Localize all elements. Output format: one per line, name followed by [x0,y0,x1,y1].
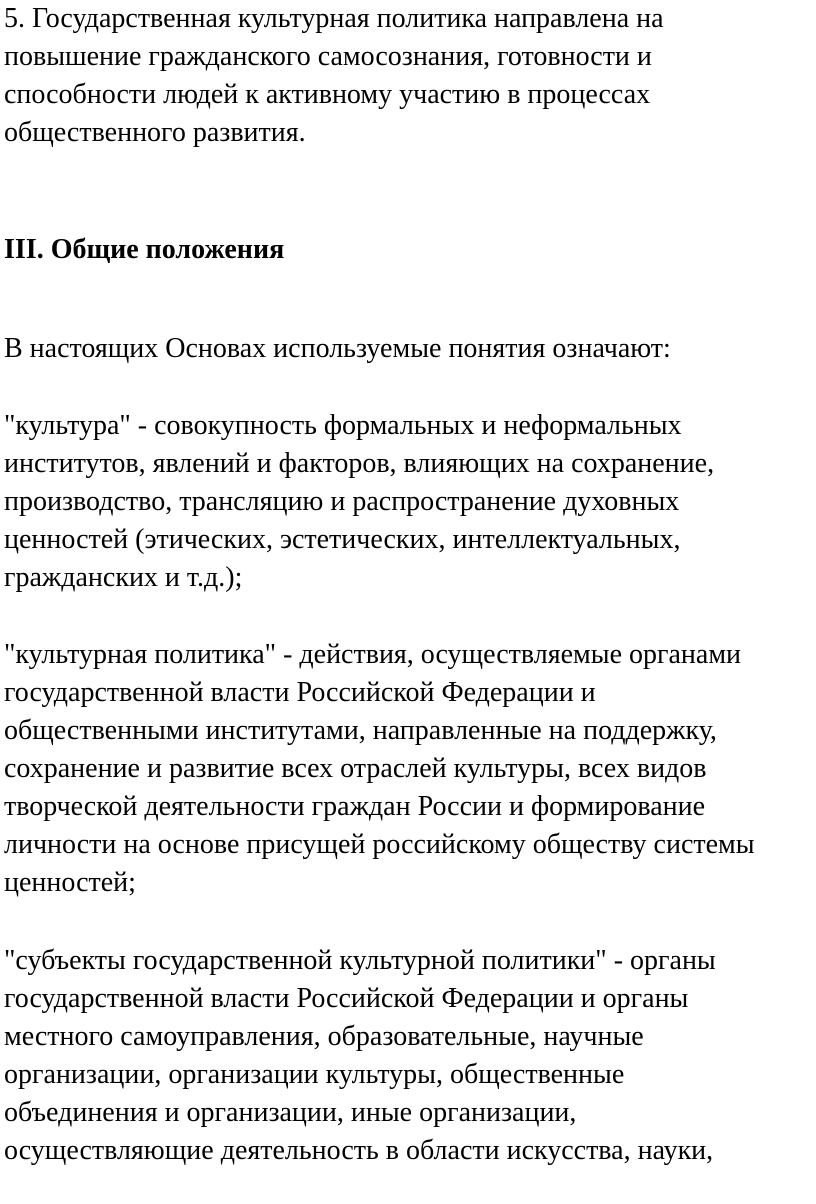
definitions-intro: В настоящих Основах используемые понятия означают: [4,333,671,364]
section-heading: III. Общие положения [4,234,285,265]
definition-culture-line-5: гражданских и т.д.); [4,562,243,593]
paragraph-5-line-3: способности людей к активному участию в процессах [4,79,651,110]
definition-culture-line-3: производство, трансляцию и распространение духовных [4,486,680,517]
definition-cultural-policy-line-2: государственной власти Российской Федерации и [4,677,596,708]
definition-cultural-policy-line-1: "культурная политика" - действия, осуществляемые органами [4,639,742,670]
definition-cultural-policy-line-6: личности на основе присущей российскому обществу системы [4,829,755,860]
paragraph-5-line-1: 5. Государственная культурная политика направлена на [4,3,664,34]
definition-subjects-line-3: местного самоуправления, образовательные, научные [4,1021,644,1052]
paragraph-5-line-2: повышение гражданского самосознания, готовности и [4,41,652,72]
definition-cultural-policy-line-7: ценностей; [4,867,136,898]
paragraph-5-line-4: общественного развития. [4,117,306,148]
definition-subjects-line-2: государственной власти Российской Федерации и органы [4,983,689,1014]
definition-subjects-line-1: "субъекты государственной культурной политики" - органы [4,945,716,976]
definition-subjects-line-5: объединения и организации, иные организации, [4,1097,577,1128]
definition-cultural-policy-line-5: творческой деятельности граждан России и формирование [4,791,706,822]
definition-culture-line-2: институтов, явлений и факторов, влияющих на сохранение, [4,448,715,479]
definition-culture-line-1: "культура" - совокупность формальных и неформальных [4,410,682,441]
definition-subjects-line-6: осуществляющие деятельность в области искусства, науки, [4,1135,714,1166]
definition-cultural-policy-line-4: сохранение и развитие всех отраслей культуры, всех видов [4,753,707,784]
definition-culture-line-4: ценностей (этических, эстетических, интеллектуальных, [4,524,681,555]
definition-subjects-line-4: организации, организации культуры, общественные [4,1059,625,1090]
definition-cultural-policy-line-3: общественными институтами, направленные на поддержку, [4,715,717,746]
